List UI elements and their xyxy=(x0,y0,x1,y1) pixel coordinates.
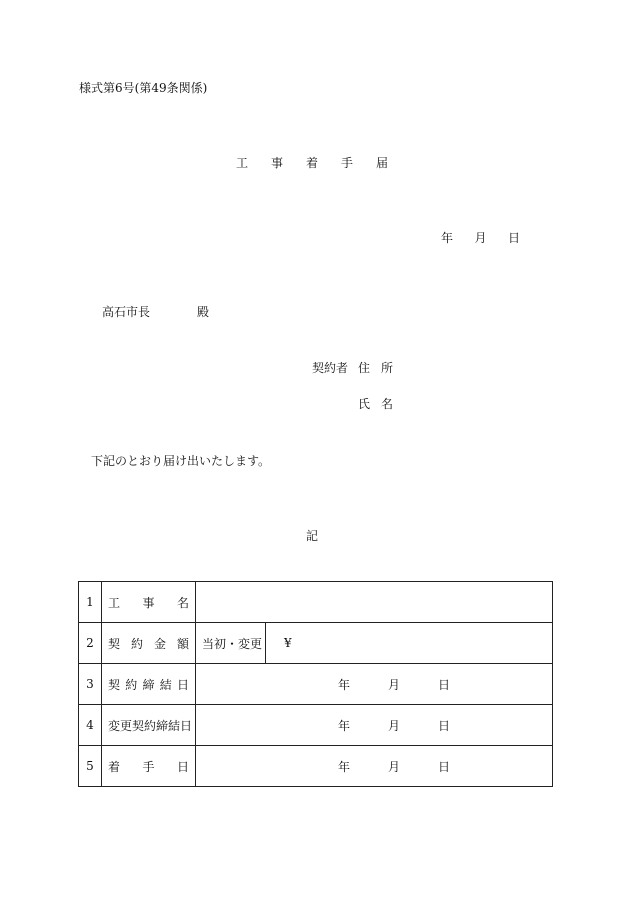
title-char: 着 xyxy=(305,156,318,170)
statement-text: 下記のとおり届け出いたします。 xyxy=(91,454,271,468)
project-name-field[interactable] xyxy=(196,582,553,623)
table-row-contract-date xyxy=(79,664,553,705)
contractor-address-label xyxy=(358,362,393,374)
row-label: 工 事 名 xyxy=(102,582,196,623)
name-char: 名 xyxy=(380,397,393,411)
title-char: 事 xyxy=(270,156,283,170)
title-char: 届 xyxy=(375,156,388,170)
addressee-name: 高石市長 xyxy=(102,305,151,319)
row-number: 2 xyxy=(79,623,102,664)
row-label: 着 手 日 xyxy=(102,746,196,787)
contractor-name-label xyxy=(358,398,393,410)
row-number: 4 xyxy=(79,705,102,746)
yen-amount-field[interactable] xyxy=(266,623,292,663)
yen-sign: ¥ xyxy=(284,636,292,650)
contract-amount-cell xyxy=(196,623,553,664)
date-month-label: 月 xyxy=(474,231,487,245)
table-row-project-name xyxy=(79,582,553,623)
row-number: 3 xyxy=(79,664,102,705)
row-number: 5 xyxy=(79,746,102,787)
table-row-contract-amount xyxy=(79,623,553,664)
form-number: 様式第6号(第49条関係) xyxy=(79,81,208,95)
address-char: 住 xyxy=(358,361,371,375)
amount-type-label: 当初・変更 xyxy=(196,623,266,663)
changed-contract-date-field[interactable]: 年 月 日 xyxy=(196,705,553,746)
date-year-label: 年 xyxy=(441,231,454,245)
details-table xyxy=(78,581,553,787)
name-char: 氏 xyxy=(358,397,371,411)
row-label: 契 約 金 額 xyxy=(102,623,196,664)
ki-heading: 記 xyxy=(306,529,319,543)
document-title xyxy=(236,157,388,169)
table-row-changed-contract-date xyxy=(79,705,553,746)
row-label: 契 約 締 結 日 xyxy=(102,664,196,705)
address-char: 所 xyxy=(380,361,393,375)
title-char: 手 xyxy=(340,156,353,170)
row-label: 変更契約締結日 xyxy=(102,705,196,746)
row-number: 1 xyxy=(79,582,102,623)
contractor-label: 契約者 xyxy=(312,361,349,375)
addressee xyxy=(102,306,209,318)
date-day-label: 日 xyxy=(507,231,520,245)
submission-date xyxy=(441,232,520,244)
contract-date-field[interactable]: 年 月 日 xyxy=(196,664,553,705)
title-char: 工 xyxy=(236,156,249,170)
addressee-honorific: 殿 xyxy=(197,305,210,319)
start-date-field[interactable]: 年 月 日 xyxy=(196,746,553,787)
table-row-start-date xyxy=(79,746,553,787)
